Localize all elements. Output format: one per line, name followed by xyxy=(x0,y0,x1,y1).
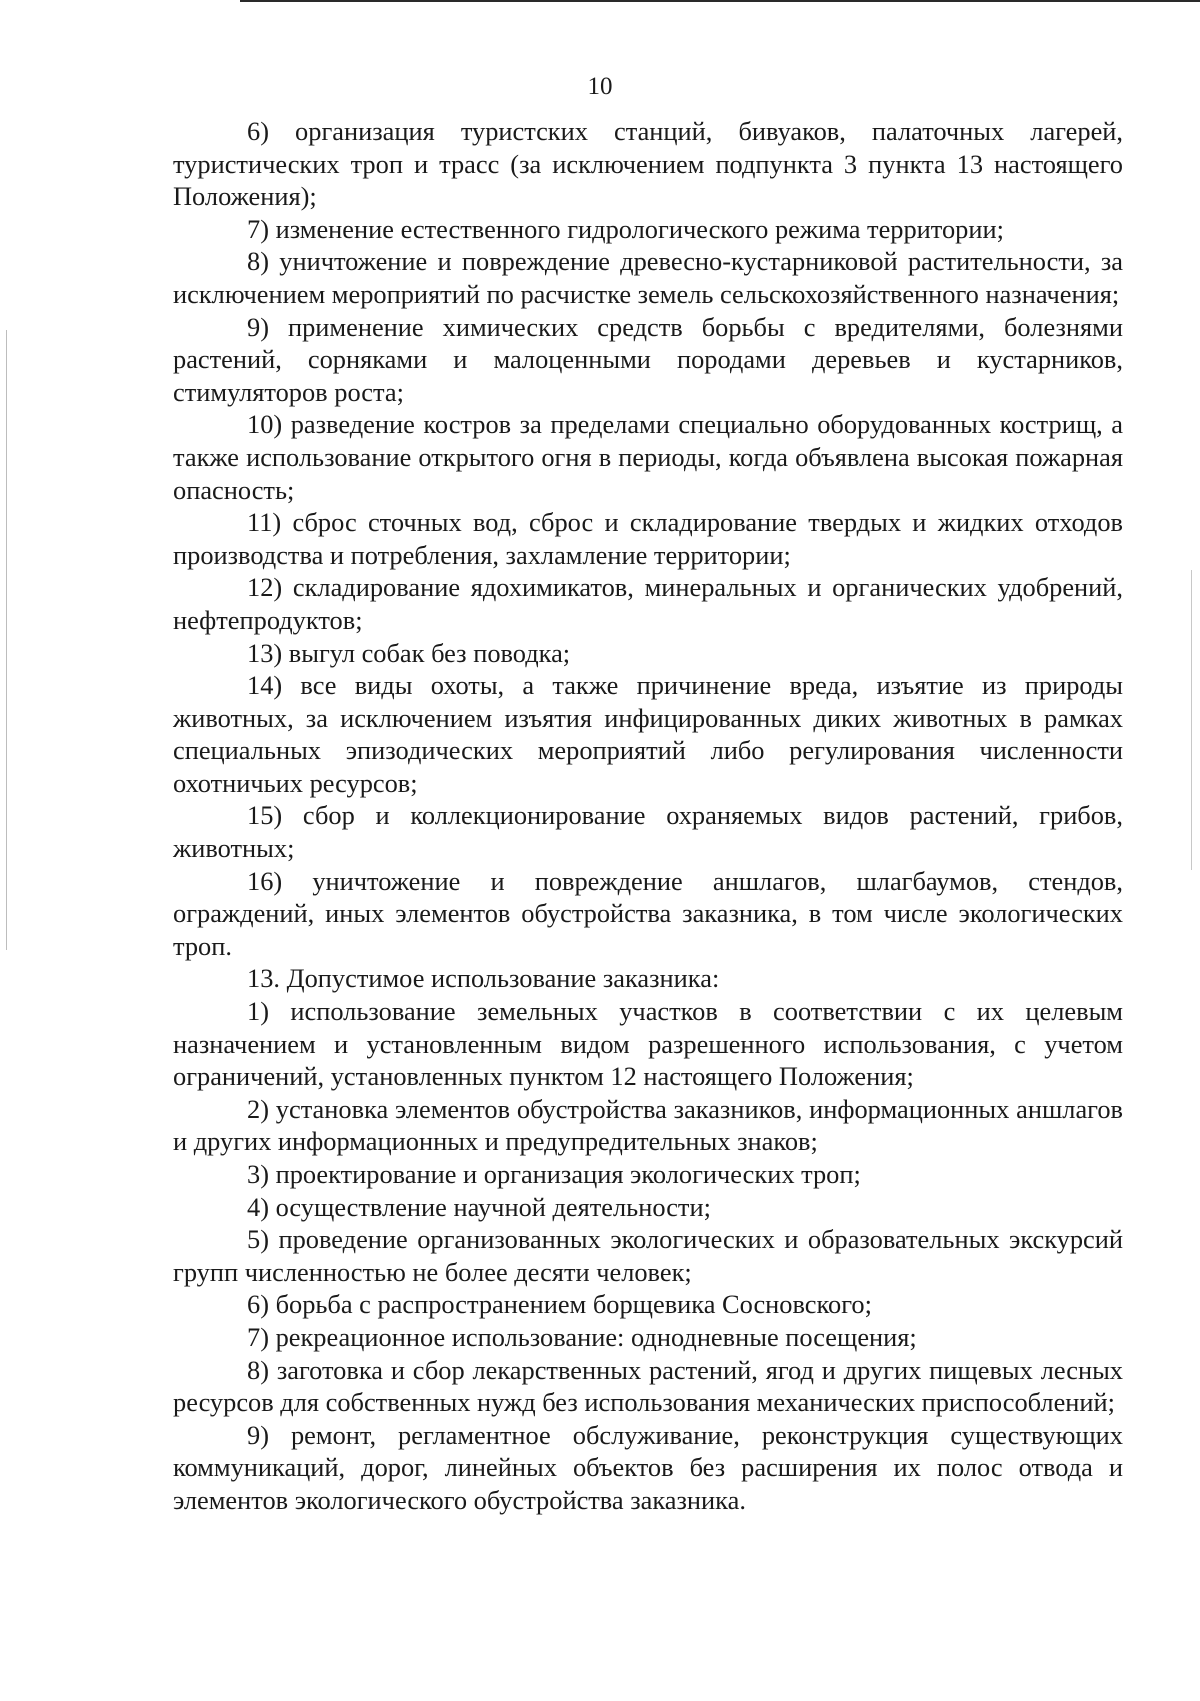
paragraph-item-12-storage: 12) складирование ядохимикатов, минеральных и органических удобрений, нефтепродуктов; xyxy=(173,572,1123,635)
document-body xyxy=(173,115,1123,1517)
paragraph-item-8-vegetation: 8) уничтожение и повреждение древесно-кустарниковой растительности, за исключением мероприятий по расчистке земель сельскохозяйственного назначения; xyxy=(173,246,1123,309)
paragraph-allowed-5-excursions: 5) проведение организованных экологических и образовательных экскурсий групп численностью не более десяти человек; xyxy=(173,1224,1123,1287)
paragraph-allowed-2-installation: 2) установка элементов обустройства заказников, информационных аншлагов и других информационных и предупредительных знаков; xyxy=(173,1093,1123,1157)
paragraph-item-15-collecting: 15) сбор и коллекционирование охраняемых видов растений, грибов, животных; xyxy=(173,800,1123,864)
paragraph-allowed-9-repair: 9) ремонт, регламентное обслуживание, реконструкция существующих коммуникаций, дорог, линейных объектов без расширения их полос отвода и элементов экологического обустройства заказника. xyxy=(173,1419,1123,1515)
scan-edge-top xyxy=(240,0,1200,2)
paragraph-allowed-7-recreation: 7) рекреационное использование: однодневные посещения; xyxy=(247,1321,917,1352)
paragraph-allowed-1-land-use: 1) использование земельных участков в соответствии с их целевым назначением и установленным видом разрешенного использования, с учетом ограничений, установленных пунктом 12 настоящего Положения; xyxy=(173,996,1123,1092)
scan-edge-right xyxy=(1191,570,1192,870)
paragraph-allowed-4-science: 4) осуществление научной деятельности; xyxy=(247,1191,711,1222)
paragraph-allowed-6-hogweed: 6) борьба с распространением борщевика Сосновского; xyxy=(247,1289,872,1320)
page-number: 10 xyxy=(587,73,613,100)
paragraph-item-9-chemicals: 9) применение химических средств борьбы с вредителями, болезнями растений, сорняками и малоценными породами деревьев и кустарников, стимуляторов роста; xyxy=(173,311,1123,407)
paragraph-allowed-3-trails: 3) проектирование и организация экологических троп; xyxy=(247,1159,861,1189)
paragraph-allowed-8-harvesting: 8) заготовка и сбор лекарственных растений, ягод и других пищевых лесных ресурсов для собственных нужд без использования механических приспособлений; xyxy=(173,1354,1123,1418)
paragraph-item-7-hydrology: 7) изменение естественного гидрологического режима территории; xyxy=(247,213,1004,244)
section-13-heading: 13. Допустимое использование заказника: xyxy=(247,963,720,994)
scan-edge-left xyxy=(6,330,7,950)
paragraph-item-10-fires: 10) разведение костров за пределами специально оборудованных кострищ, а также использование открытого огня в периоды, когда объявлена высокая пожарная опасность; xyxy=(173,409,1123,505)
paragraph-item-14-hunting: 14) все виды охоты, а также причинение вреда, изъятие из природы животных, за исключением изъятия инфицированных диких животных в рамках специальных эпизодических мероприятий либо регулирования численности охотничьих ресурсов; xyxy=(173,670,1123,798)
paragraph-item-6-tourist-stations: 6) организация туристских станций, бивуаков, палаточных лагерей, туристических троп и трасс (за исключением подпункта 3 пункта 13 настоящего Положения); xyxy=(173,116,1123,212)
paragraph-item-11-waste: 11) сброс сточных вод, сброс и складирование твердых и жидких отходов производства и потребления, захламление территории; xyxy=(173,507,1123,570)
paragraph-item-16-signs: 16) уничтожение и повреждение аншлагов, шлагбаумов, стендов, ограждений, иных элементов обустройства заказника, в том числе экологических троп. xyxy=(173,865,1123,961)
paragraph-item-13-dogs: 13) выгул собак без поводка; xyxy=(247,637,571,668)
